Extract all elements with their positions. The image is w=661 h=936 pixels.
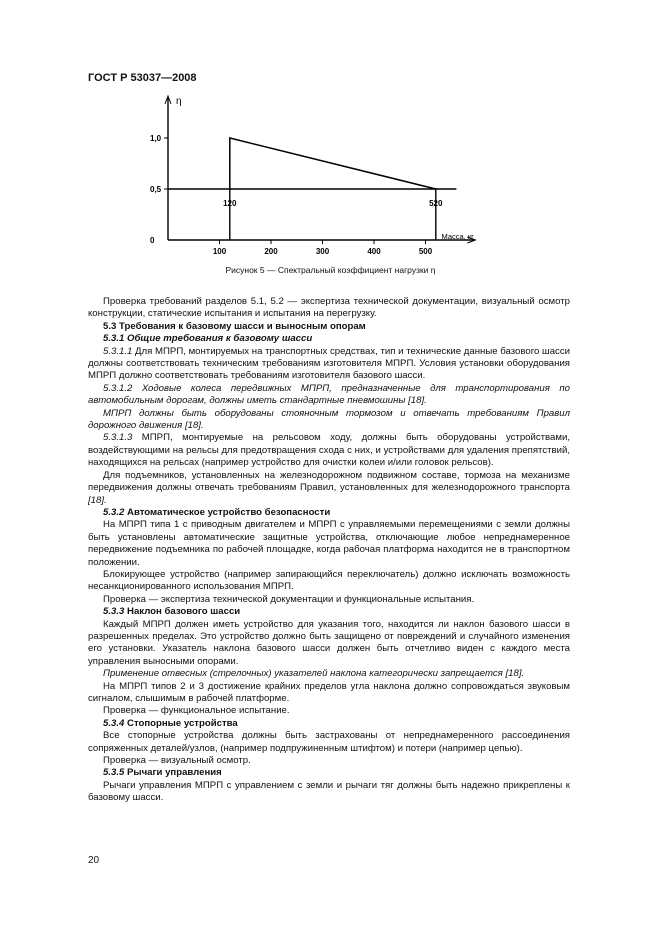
x-tick-label: 500 xyxy=(418,247,433,256)
section-heading-5-3-1: 5.3.1 Общие требования к базовому шасси xyxy=(103,333,313,345)
paragraph: Проверка — визуальный осмотр. xyxy=(103,755,251,767)
paragraph-5-3-1-2: 5.3.1.2 Ходовые колеса передвижных МПРП, предназначенные для транспортирования по автомобильным дорогам, должны иметь стандартные пневмошины [18]. xyxy=(88,382,570,407)
y-tick-label: 1,0 xyxy=(150,134,162,143)
x-tick-label: 300 xyxy=(315,247,330,256)
y-tick-label: 0,5 xyxy=(150,185,162,194)
point-annotation: 520 xyxy=(429,199,443,208)
paragraph-5-3-1-1: 5.3.1.1 Для МПРП, монтируемых на транспортных средствах, тип и технические данные базового шасси должны соответствовать техническим требованиям изготовителя МПРП. Условия установки оборудования МПРП должно соответствовать требованиям изготовителя базового шасси. xyxy=(88,345,570,382)
point-annotation: 120 xyxy=(223,199,237,208)
paragraph-5-3-1-3: 5.3.1.3 МПРП, монтируемые на рельсовом ходу, должны быть оборудованы устройствами, воздействующими на рельсы для предотвращения схода с них, и устройствами для удаления препятствий, находящихся на рельсах (например устройство для очистки колеи и/или головок рельсов). xyxy=(88,432,570,469)
paragraph-plumb: Применение отвесных (стрелочных) указателей наклона категорически запрещается [18]. xyxy=(103,668,525,680)
section-heading-5-3-4: 5.3.4 Стопорные устройства xyxy=(103,717,238,729)
document-header: ГОСТ Р 53037—2008 xyxy=(88,72,197,84)
chart-marks xyxy=(168,138,456,240)
paragraph: Проверка требований разделов 5.1, 5.2 — экспертиза технической документации, визуальный осмотр конструкции, статические испытания и испытания на перегрузку. xyxy=(88,296,570,320)
section-heading-5-3: 5.3 Требования к базовому шасси и выносным опорам xyxy=(103,320,366,332)
load-coefficient-chart xyxy=(140,88,500,258)
x-tick-label: 100 xyxy=(212,247,227,256)
paragraph-brake: МПРП должны быть оборудованы стояночным тормозом и отвечать требованиям Правил дорожного движения [18]. xyxy=(88,407,570,432)
chart-axes xyxy=(150,96,475,256)
paragraph: На МПРП типов 2 и 3 достижение крайних пределов угла наклона должно сопровождаться звуковым сигналом, слышимым в рабочей платформе. xyxy=(88,680,570,704)
eta-series-line xyxy=(230,138,436,189)
section-heading-5-3-5: 5.3.5 Рычаги управления xyxy=(103,767,222,779)
y-tick-label: 0 xyxy=(150,236,155,245)
paragraph: Проверка — экспертиза технической документации и функциональные испытания. xyxy=(103,593,475,605)
paragraph: Проверка — функциональное испытание. xyxy=(103,705,290,717)
paragraph: Блокирующее устройство (например запирающийся переключатель) должно исключать возможность несанкционированного использования МПРП. xyxy=(88,568,570,593)
page-number: 20 xyxy=(88,855,100,866)
figure-caption: Рисунок 5 — Спектральный коэффициент нагрузки η xyxy=(225,265,436,275)
paragraph: Рычаги управления МПРП с управлением с земли и рычаги тяг должны быть надежно прикреплены к базовому шасси. xyxy=(88,779,570,804)
section-heading-5-3-3: 5.3.3 Наклон базового шасси xyxy=(103,606,241,618)
paragraph: Каждый МПРП должен иметь устройство для указания того, находится ли наклон базового шасси в разрешенных пределах. Это устройство должно быть защищено от повреждений и случайного изменения его установки. Указатель наклона базового шасси должен быть отчетливо виден с каждого места управления выносными опорами. xyxy=(88,618,570,667)
x-tick-label: 400 xyxy=(367,247,381,256)
body-text xyxy=(88,296,570,805)
paragraph: Все стопорные устройства должны быть застрахованы от непреднамеренного рассоединения сопряженных деталей/узлов, (например подпружиненным штифтом) и потери (например цепью). xyxy=(88,730,570,754)
x-tick-label: 200 xyxy=(264,247,278,256)
y-axis-label: η xyxy=(176,96,182,107)
section-heading-5-3-2: 5.3.2 Автоматическое устройство безопасности xyxy=(103,506,331,518)
paragraph: На МПРП типа 1 с приводным двигателем и МПРП с управляемыми перемещениями с земли должны быть установлены автоматические защитные устройства, отключающие любое непреднамеренное передвижение подъемника по рабочей площадке, когда рабочая платформа находится не в транспортном положении. xyxy=(88,519,570,568)
x-axis-label: Масса, кг xyxy=(441,232,474,241)
paragraph-rail: Для подъемников, установленных на железнодорожном подвижном составе, тормоза на механизме передвижения должны отвечать требованиям Правил, установленных для железнодорожного транспорта [18]. xyxy=(88,469,570,506)
